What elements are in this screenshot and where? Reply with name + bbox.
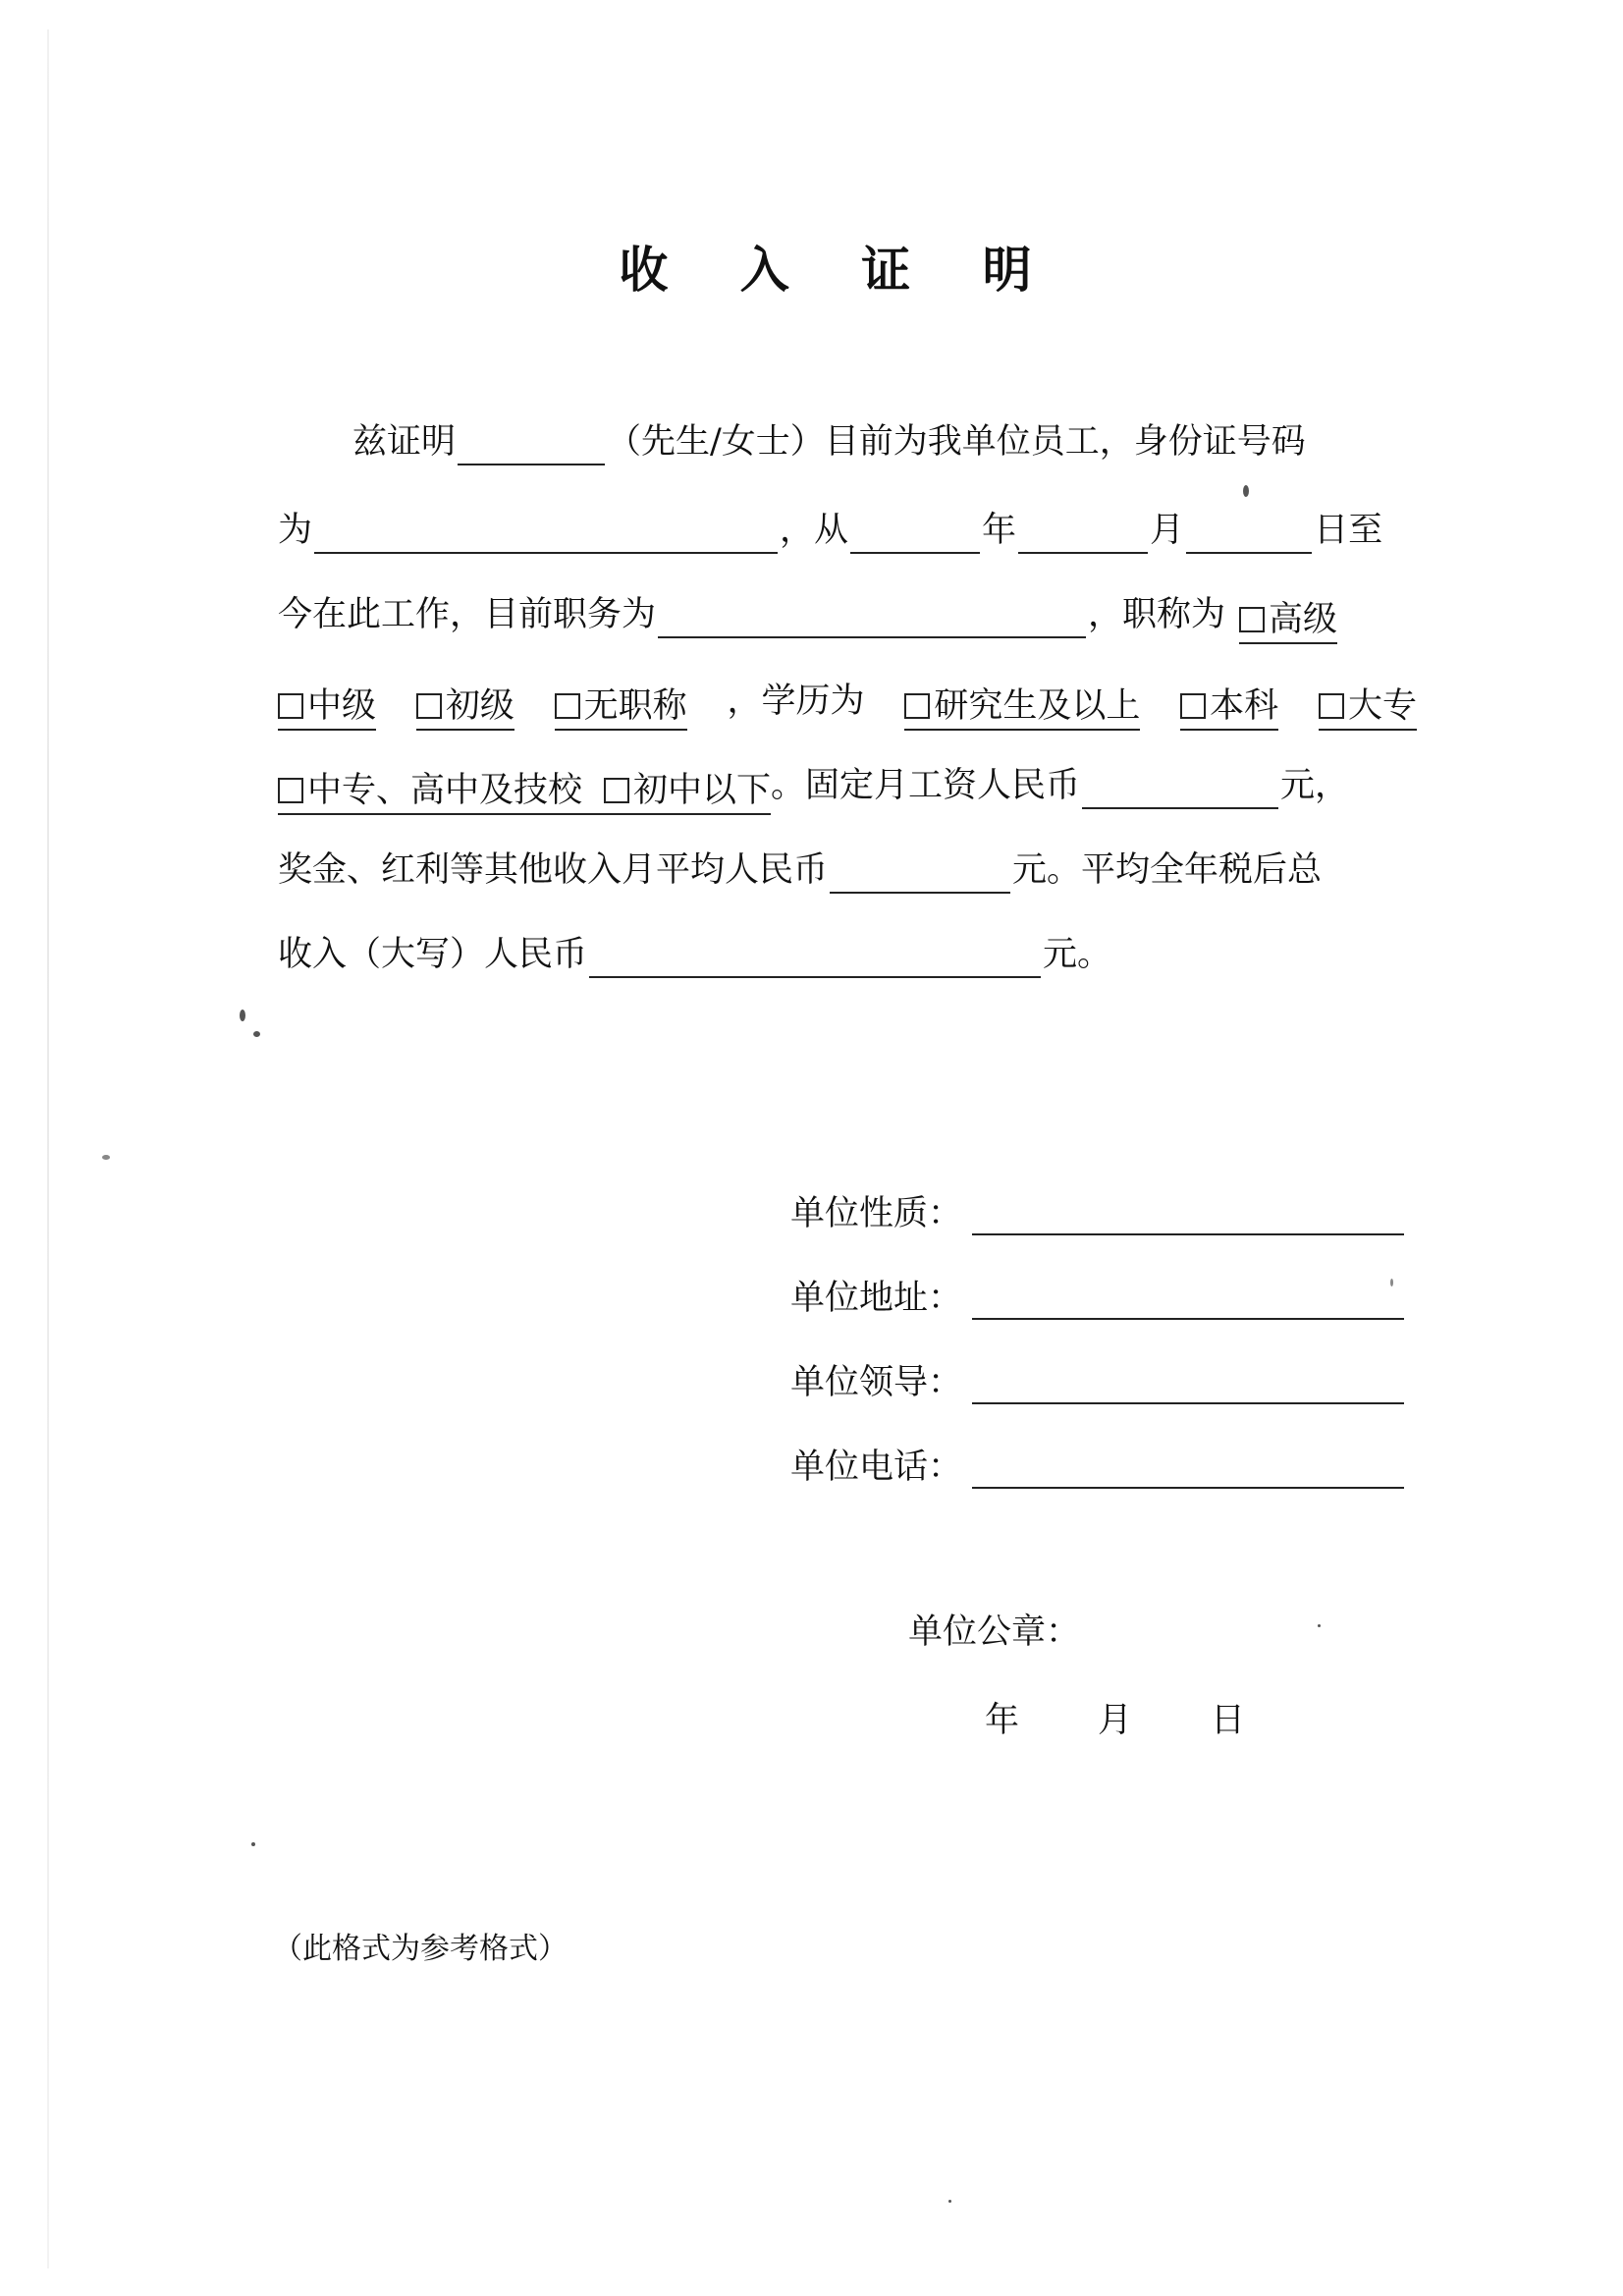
scan-speck [251, 1842, 255, 1846]
annual-income-suffix: 元。 [1043, 935, 1112, 974]
option-junior[interactable] [416, 683, 514, 731]
option-secondary[interactable] [278, 768, 582, 815]
bonus-blank[interactable] [830, 848, 1010, 894]
unit-leader-blank[interactable] [972, 1359, 1404, 1404]
unit-nature-row [790, 1184, 1404, 1243]
name-blank[interactable] [458, 420, 605, 465]
unit-phone-row [790, 1438, 1404, 1497]
unit-nature-label: 单位性质： [790, 1194, 963, 1233]
scan-speck [1243, 485, 1249, 497]
option-junior-label: 初级 [445, 686, 514, 726]
checkbox-icon[interactable] [555, 693, 580, 719]
option-senior[interactable] [1239, 597, 1337, 644]
employee-statement: （先生/女士）目前为我单位员工，身份证号码 [607, 422, 1306, 462]
checkbox-icon[interactable] [416, 693, 442, 719]
annual-income-label: 收入（大写）人民币 [278, 935, 588, 974]
unit-phone-label: 单位电话： [790, 1448, 963, 1487]
checkbox-icon[interactable] [604, 778, 629, 803]
salary-yuan: 元， [1280, 766, 1350, 805]
unit-address-label: 单位地址： [790, 1279, 963, 1318]
from-label: ，从 [780, 511, 849, 550]
date-year: 年 [985, 1701, 1020, 1740]
scan-speck [240, 1010, 245, 1021]
monthly-salary-blank[interactable] [1082, 764, 1278, 809]
checkbox-icon[interactable] [904, 693, 930, 719]
option-intermediate-label: 中级 [307, 686, 377, 726]
scan-speck [1390, 1279, 1393, 1286]
bonus-label: 奖金、红利等其他收入月平均人民币 [278, 850, 829, 890]
salary-label: 。固定月工资人民币 [771, 766, 1081, 805]
education-label: ，学历为 [727, 682, 865, 721]
scan-speck [253, 1031, 260, 1037]
checkbox-icon[interactable] [278, 693, 303, 719]
option-graduate-label: 研究生及以上 [934, 686, 1141, 726]
start-day-blank[interactable] [1186, 509, 1312, 554]
bonus-suffix: 元。平均全年税后总 [1012, 850, 1323, 890]
unit-seal-label: 单位公章： [908, 1613, 1081, 1652]
body-line-7 [278, 925, 1417, 984]
scan-speck [1318, 1624, 1321, 1627]
body-line-4 [278, 672, 1417, 731]
unit-leader-label: 单位领导： [790, 1363, 963, 1402]
position-blank[interactable] [658, 593, 1086, 638]
date-day: 日 [1211, 1701, 1246, 1740]
option-senior-label: 高级 [1269, 600, 1338, 639]
annual-income-blank[interactable] [589, 933, 1041, 978]
unit-address-row [790, 1269, 1404, 1328]
option-college[interactable] [1319, 683, 1417, 731]
id-prefix: 为 [278, 511, 313, 550]
body-line-1 [278, 412, 1417, 471]
date-month: 月 [1098, 1701, 1133, 1740]
id-number-blank[interactable] [314, 509, 778, 554]
scan-speck [102, 1155, 110, 1160]
option-secondary-label: 中专、高中及技校 [307, 771, 583, 810]
unit-phone-blank[interactable] [972, 1444, 1404, 1489]
day-to-label: 日至 [1314, 511, 1383, 550]
checkbox-icon[interactable] [1239, 607, 1265, 632]
document-title: 收 入 证 明 [619, 241, 1059, 299]
option-college-label: 大专 [1347, 686, 1417, 726]
option-bachelor[interactable] [1180, 683, 1278, 731]
unit-leader-row [790, 1353, 1404, 1412]
option-no-title[interactable] [555, 683, 687, 731]
checkbox-icon[interactable] [1319, 693, 1344, 719]
page-edge [47, 29, 49, 2269]
option-bachelor-label: 本科 [1210, 686, 1279, 726]
checkbox-icon[interactable] [278, 778, 303, 803]
unit-nature-blank[interactable] [972, 1190, 1404, 1235]
body-line-3 [278, 585, 1417, 644]
checkbox-icon[interactable] [1180, 693, 1206, 719]
start-year-blank[interactable] [850, 509, 980, 554]
title-label: ，职称为 [1088, 595, 1226, 634]
option-intermediate[interactable] [278, 683, 376, 731]
certify-prefix: 兹证明 [352, 422, 457, 462]
option-graduate[interactable] [904, 683, 1140, 731]
year-label: 年 [982, 511, 1017, 550]
unit-address-blank[interactable] [972, 1275, 1404, 1320]
reference-format-note: （此格式为参考格式） [273, 1932, 568, 1966]
option-no-title-label: 无职称 [583, 686, 687, 726]
month-label: 月 [1150, 511, 1185, 550]
start-month-blank[interactable] [1018, 509, 1148, 554]
signature-date [985, 1691, 1245, 1750]
body-line-6 [278, 841, 1417, 900]
option-middle-school[interactable] [604, 768, 771, 815]
body-line-2 [278, 501, 1417, 560]
position-prefix: 今在此工作，目前职务为 [278, 595, 657, 634]
option-middle-school-label: 初中以下 [633, 771, 772, 810]
body-line-5 [278, 756, 1417, 815]
scan-speck [948, 2200, 951, 2203]
